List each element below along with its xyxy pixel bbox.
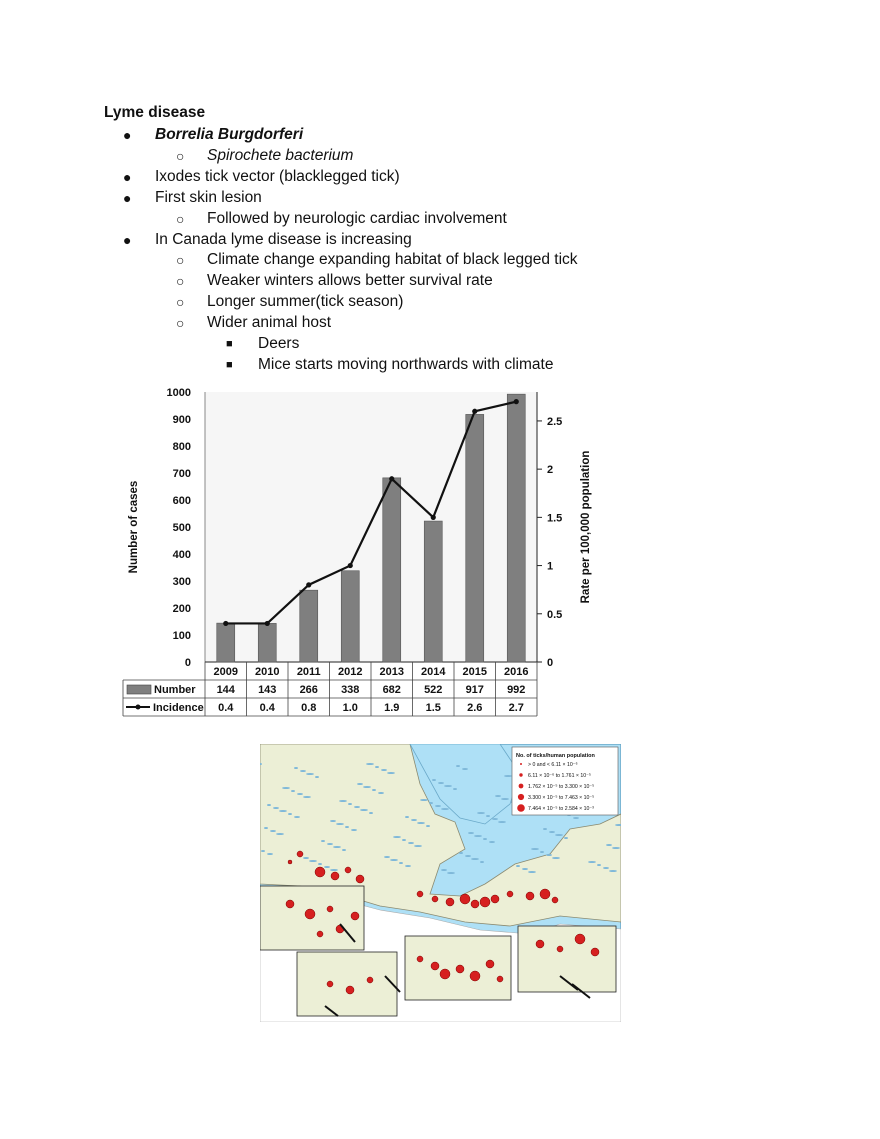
y-right-tick-label: 0 bbox=[547, 657, 554, 669]
lake bbox=[426, 825, 430, 827]
lake bbox=[495, 795, 501, 797]
tick-dot bbox=[552, 897, 558, 903]
bar bbox=[300, 590, 318, 662]
inset-dot bbox=[486, 960, 494, 968]
lake bbox=[318, 863, 322, 865]
bullet-text: Deers bbox=[258, 335, 300, 352]
bullet-text: Longer summer(tick season) bbox=[207, 293, 404, 311]
lake bbox=[333, 846, 341, 848]
number-label: 917 bbox=[465, 684, 484, 696]
inset-dot bbox=[456, 965, 464, 973]
lake bbox=[471, 858, 479, 860]
bullet-text: Followed by neurologic cardiac involvement bbox=[207, 209, 507, 227]
lake bbox=[261, 850, 265, 852]
lake bbox=[267, 853, 273, 855]
lake bbox=[309, 860, 317, 862]
map-legend-dot bbox=[519, 784, 524, 789]
y-right-axis-title: Rate per 100,000 population bbox=[580, 450, 592, 604]
lake bbox=[444, 785, 452, 787]
lake bbox=[417, 822, 425, 824]
lake bbox=[306, 773, 314, 775]
lake bbox=[273, 807, 279, 809]
map-legend-dot bbox=[518, 794, 524, 800]
lake bbox=[411, 819, 417, 821]
lake bbox=[390, 859, 398, 861]
x-tick-label: 2010 bbox=[255, 666, 280, 678]
tick-dot bbox=[540, 889, 550, 899]
inset-box bbox=[297, 952, 397, 1016]
lake bbox=[543, 828, 547, 830]
lake bbox=[327, 843, 333, 845]
map-legend-label: > 0 and < 6.11 × 10⁻⁶ bbox=[528, 762, 578, 768]
bullet-text: Weaker winters allows better survival rate bbox=[207, 272, 493, 290]
lake bbox=[516, 865, 520, 867]
legend-incidence: Incidence bbox=[153, 702, 204, 714]
lake bbox=[498, 821, 506, 823]
page-title: Lyme disease bbox=[104, 104, 206, 121]
bullet-text: Mice starts moving northwards with climate bbox=[258, 355, 554, 373]
lake bbox=[294, 816, 300, 818]
number-label: 682 bbox=[382, 684, 401, 696]
lake bbox=[468, 832, 474, 834]
lake bbox=[462, 768, 468, 770]
lake bbox=[504, 775, 512, 777]
incidence-point bbox=[348, 563, 353, 568]
map-legend-label: 1.762 × 10⁻⁵ to 3.300 × 10⁻⁵ bbox=[528, 784, 595, 790]
y-tick-label: 800 bbox=[172, 441, 191, 453]
lake bbox=[414, 845, 422, 847]
lake bbox=[555, 834, 563, 836]
tick-dot bbox=[491, 895, 499, 903]
lake bbox=[297, 793, 303, 795]
incidence-point bbox=[514, 399, 519, 404]
bar bbox=[466, 414, 484, 662]
lake bbox=[294, 767, 298, 769]
lake bbox=[384, 856, 390, 858]
lake bbox=[489, 841, 495, 843]
inset-dot bbox=[305, 909, 315, 919]
lake bbox=[315, 776, 319, 778]
lake bbox=[360, 809, 368, 811]
inset-dot bbox=[440, 969, 450, 979]
lake bbox=[339, 800, 347, 802]
inset-dot bbox=[327, 906, 333, 912]
lake bbox=[324, 866, 330, 868]
map-legend-dot bbox=[520, 763, 522, 765]
lake bbox=[456, 765, 460, 767]
incidence-point bbox=[472, 409, 477, 414]
lake bbox=[606, 844, 612, 846]
lake bbox=[282, 787, 290, 789]
y-tick-label: 200 bbox=[172, 603, 191, 615]
lake bbox=[342, 849, 346, 851]
lake bbox=[441, 869, 447, 871]
lake bbox=[540, 851, 544, 853]
lake bbox=[603, 867, 609, 869]
lake bbox=[399, 862, 403, 864]
bar bbox=[217, 623, 235, 662]
y-tick-label: 900 bbox=[172, 414, 191, 426]
incidence-label: 2.6 bbox=[467, 702, 483, 714]
lake bbox=[288, 813, 292, 815]
incidence-point bbox=[223, 621, 228, 626]
lake bbox=[486, 815, 490, 817]
lake bbox=[357, 783, 363, 785]
lake bbox=[483, 838, 487, 840]
bullet-marker: ● bbox=[123, 231, 132, 248]
incidence-label: 0.8 bbox=[301, 702, 317, 714]
lake bbox=[480, 861, 484, 863]
tick-dot bbox=[288, 860, 292, 864]
bar bbox=[424, 521, 442, 662]
lake bbox=[354, 806, 360, 808]
lake bbox=[276, 833, 284, 835]
map-legend-dot bbox=[517, 804, 525, 812]
bar bbox=[507, 394, 525, 662]
lake bbox=[492, 818, 498, 820]
y-right-tick-label: 1 bbox=[547, 560, 554, 573]
x-tick-label: 2016 bbox=[504, 666, 529, 678]
bullet-text: In Canada lyme disease is increasing bbox=[155, 230, 412, 248]
number-label: 143 bbox=[258, 684, 277, 696]
tick-dot bbox=[446, 898, 454, 906]
y-tick-label: 0 bbox=[184, 657, 191, 669]
lake bbox=[465, 855, 471, 857]
lake bbox=[528, 871, 536, 873]
map-legend-label: 6.11 × 10⁻⁶ to 1.761 × 10⁻⁵ bbox=[528, 773, 592, 779]
lake bbox=[270, 830, 276, 832]
bullet-marker: ○ bbox=[176, 315, 185, 332]
incidence-point bbox=[389, 476, 394, 481]
incidence-label: 0.4 bbox=[259, 702, 275, 714]
bullet-marker: ■ bbox=[226, 338, 233, 350]
number-label: 992 bbox=[507, 684, 526, 696]
lake bbox=[300, 770, 306, 772]
lake bbox=[345, 826, 349, 828]
y-tick-label: 600 bbox=[172, 495, 191, 507]
lake bbox=[348, 803, 352, 805]
x-tick-label: 2015 bbox=[462, 666, 487, 678]
y-tick-label: 300 bbox=[172, 576, 191, 588]
bullet-text: Climate change expanding habitat of black legged tick bbox=[207, 251, 578, 269]
chart-svg bbox=[115, 380, 615, 720]
tick-dot bbox=[356, 875, 364, 883]
bar bbox=[341, 571, 359, 662]
lake bbox=[336, 823, 344, 825]
lake bbox=[549, 831, 555, 833]
lake bbox=[573, 817, 579, 819]
y-right-tick-label: 1.5 bbox=[547, 512, 563, 525]
lyme-cases-chart bbox=[115, 380, 615, 720]
inset-dot bbox=[557, 946, 563, 952]
lake bbox=[372, 789, 376, 791]
incidence-point bbox=[265, 621, 270, 626]
y-tick-label: 100 bbox=[172, 630, 191, 642]
bullet-text: First skin lesion bbox=[155, 188, 262, 206]
inset-dot bbox=[536, 940, 544, 948]
lake bbox=[552, 857, 560, 859]
lake bbox=[438, 782, 444, 784]
map-svg bbox=[260, 744, 621, 1022]
lake bbox=[588, 861, 596, 863]
x-tick-label: 2011 bbox=[296, 666, 321, 678]
lake bbox=[432, 779, 436, 781]
lake bbox=[393, 836, 401, 838]
y-tick-label: 400 bbox=[172, 549, 191, 561]
lake bbox=[459, 852, 463, 854]
inset-dot bbox=[497, 976, 503, 982]
plot-area bbox=[205, 392, 537, 662]
lake bbox=[366, 763, 374, 765]
tick-dot bbox=[480, 897, 490, 907]
inset-dot bbox=[286, 900, 294, 908]
incidence-label: 1.5 bbox=[425, 702, 441, 714]
lake bbox=[291, 790, 295, 792]
bullet-marker: ● bbox=[123, 189, 132, 206]
lake bbox=[378, 792, 384, 794]
tick-map-figure bbox=[260, 744, 621, 1022]
lake bbox=[267, 804, 271, 806]
inset-dot bbox=[351, 912, 359, 920]
y-right-tick-label: 2.5 bbox=[547, 415, 563, 428]
lake bbox=[453, 788, 457, 790]
lake bbox=[609, 870, 617, 872]
lake bbox=[501, 798, 509, 800]
x-tick-label: 2012 bbox=[338, 666, 363, 678]
bullet-marker: ● bbox=[123, 127, 132, 143]
lake bbox=[447, 872, 455, 874]
y-right-tick-label: 2 bbox=[547, 464, 554, 477]
bullet-marker: ○ bbox=[176, 252, 185, 269]
y-tick-label: 700 bbox=[172, 468, 191, 480]
tick-dot bbox=[331, 872, 339, 880]
lake bbox=[441, 808, 449, 810]
lake bbox=[369, 812, 373, 814]
tick-dot bbox=[417, 891, 423, 897]
inset-dot bbox=[317, 931, 323, 937]
incidence-label: 1.0 bbox=[342, 702, 358, 714]
inset-dot bbox=[591, 948, 599, 956]
incidence-label: 1.9 bbox=[384, 702, 400, 714]
bar bbox=[383, 478, 401, 662]
tick-dot bbox=[460, 894, 470, 904]
lake bbox=[546, 854, 552, 856]
tick-dot bbox=[526, 892, 534, 900]
lake bbox=[303, 796, 311, 798]
legend-number: Number bbox=[154, 684, 196, 696]
x-tick-label: 2009 bbox=[213, 666, 238, 678]
incidence-label: 0.4 bbox=[218, 702, 234, 714]
lake bbox=[363, 786, 371, 788]
inset-dot bbox=[417, 956, 423, 962]
inset-dot bbox=[470, 971, 480, 981]
lake bbox=[477, 812, 485, 814]
bullet-marker: ○ bbox=[176, 294, 185, 311]
lake bbox=[279, 810, 287, 812]
tick-dot bbox=[507, 891, 513, 897]
bullet-text: Borrelia Burgdorferi bbox=[155, 126, 304, 143]
lake bbox=[429, 802, 433, 804]
x-tick-label: 2013 bbox=[379, 666, 404, 678]
number-label: 144 bbox=[216, 684, 235, 696]
tick-dot bbox=[432, 896, 438, 902]
lake bbox=[321, 840, 325, 842]
incidence-point bbox=[306, 582, 311, 587]
lake bbox=[303, 857, 309, 859]
y-tick-label: 1000 bbox=[166, 387, 191, 399]
number-label: 338 bbox=[341, 684, 360, 696]
lake bbox=[330, 820, 336, 822]
inset-dot bbox=[346, 986, 354, 994]
bullet-marker: ● bbox=[123, 168, 132, 185]
y-tick-label: 500 bbox=[172, 522, 191, 534]
lake bbox=[264, 827, 268, 829]
bullet-marker: ○ bbox=[176, 210, 185, 227]
number-label: 522 bbox=[424, 684, 443, 696]
x-tick-label: 2014 bbox=[421, 666, 446, 678]
lake bbox=[381, 769, 387, 771]
lake bbox=[597, 864, 601, 866]
tick-dot bbox=[345, 867, 351, 873]
tick-dot bbox=[315, 867, 325, 877]
y-axis-title: Number of cases bbox=[128, 480, 140, 574]
inset-dot bbox=[431, 962, 439, 970]
bullet-marker: ○ bbox=[176, 273, 185, 290]
number-label: 266 bbox=[299, 684, 318, 696]
lake bbox=[375, 766, 379, 768]
lake bbox=[564, 837, 568, 839]
bullet-text: Wider animal host bbox=[207, 314, 332, 332]
tick-dot bbox=[471, 900, 479, 908]
bullet-text: Ixodes tick vector (blacklegged tick) bbox=[155, 167, 400, 185]
legend-line-dot bbox=[136, 705, 141, 710]
lake bbox=[531, 848, 539, 850]
lake bbox=[405, 865, 411, 867]
legend-bar-key bbox=[127, 685, 151, 694]
lake bbox=[405, 816, 409, 818]
map-legend-label: 7.464 × 10⁻⁵ to 2.584 × 10⁻³ bbox=[528, 806, 594, 812]
bullet-marker: ■ bbox=[226, 358, 233, 371]
incidence-label: 2.7 bbox=[508, 702, 524, 714]
lake bbox=[408, 842, 414, 844]
y-right-tick-label: 0.5 bbox=[547, 608, 563, 621]
map-legend-dot bbox=[519, 773, 522, 776]
lake bbox=[420, 799, 428, 801]
lake bbox=[387, 772, 395, 774]
tick-dot bbox=[297, 851, 303, 857]
lake bbox=[435, 805, 441, 807]
bullet-text: Spirochete bacterium bbox=[207, 146, 354, 164]
inset-dot bbox=[327, 981, 333, 987]
lake bbox=[330, 869, 338, 871]
inset-dot bbox=[575, 934, 585, 944]
map-legend-title: No. of ticks/human population bbox=[516, 753, 595, 759]
bar bbox=[258, 623, 276, 662]
inset-dot bbox=[367, 977, 373, 983]
lake bbox=[351, 829, 357, 831]
lake bbox=[474, 835, 482, 837]
map-legend-label: 3.300 × 10⁻⁵ to 7.463 × 10⁻⁵ bbox=[528, 795, 595, 801]
lake bbox=[402, 839, 406, 841]
lake bbox=[612, 847, 620, 849]
incidence-point bbox=[431, 515, 436, 520]
bullet-marker: ○ bbox=[176, 147, 185, 164]
lake bbox=[522, 868, 528, 870]
